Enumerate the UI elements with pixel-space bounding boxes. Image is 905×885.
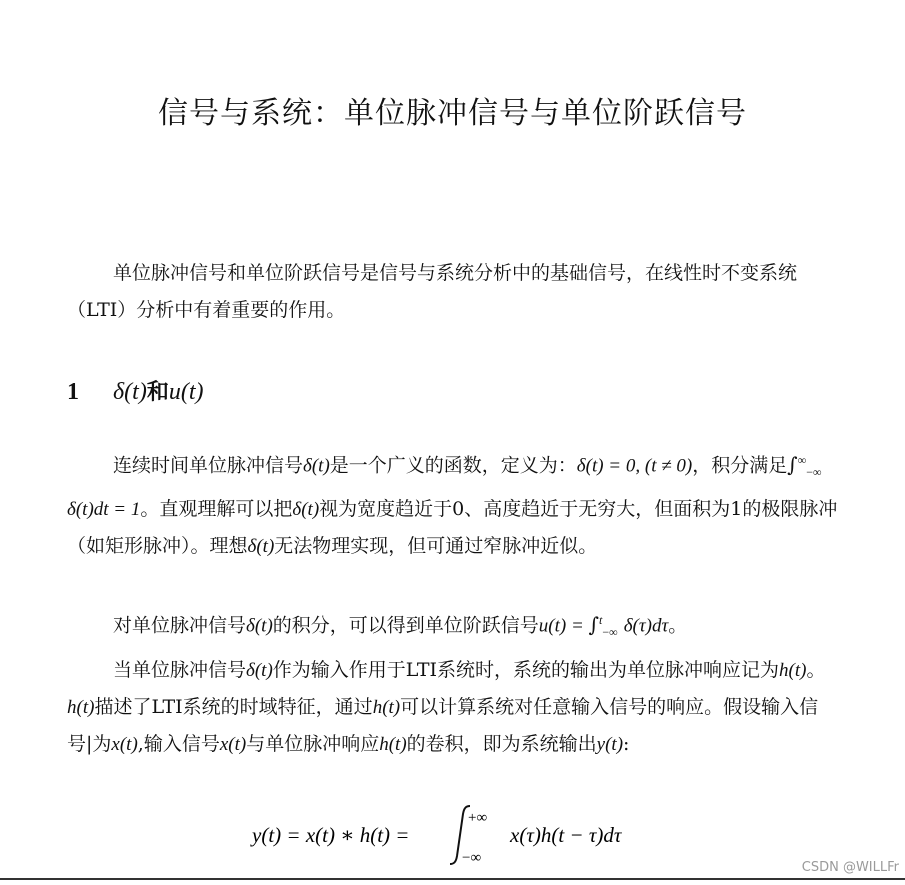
section-and: 和 (146, 380, 169, 405)
integral-lower-limit: −∞ (806, 465, 822, 480)
integral-sign: ∫ (787, 452, 798, 477)
document-title: 信号与系统：单位脉冲信号与单位阶跃信号 (158, 96, 747, 131)
int-text-3: 。 (668, 614, 688, 637)
lti-h-2: h(t) (67, 697, 95, 718)
definition-paragraph (67, 442, 839, 565)
lti-text-9: : (623, 733, 630, 755)
lti-paragraph (67, 652, 839, 763)
integral-lower-limit: −∞ (602, 625, 618, 640)
lti-h-4: h(t) (379, 734, 407, 755)
equation-integrand: x(τ)h(t − τ)dτ (510, 823, 622, 847)
lti-text-7: 与单位脉冲响应 (246, 733, 380, 755)
def-text-4: 。直观理解可以把 (140, 498, 293, 521)
lti-h: h(t) (779, 660, 807, 681)
def-equation: δ(t) = 0, (t ≠ 0) (576, 455, 693, 477)
def-delta-2: δ(t) (292, 499, 320, 521)
lti-text-2: 作为输入作用于LTI系统时，系统的输出为单位脉冲响应记为 (272, 659, 780, 681)
integral-paragraph (67, 602, 839, 651)
lti-text-8: 的卷积，即为系统输出 (406, 733, 597, 755)
int-delta: δ(t) (246, 615, 273, 637)
integral-upper-limit: ∞ (797, 453, 807, 467)
def-text-3: ，积分满足 (692, 454, 788, 477)
convolution-equation (0, 800, 905, 870)
section-heading (67, 375, 203, 406)
lti-y: y(t) (596, 734, 624, 755)
lti-text-6: ,输入信号 (137, 733, 220, 755)
lti-x-2: x(t) (219, 734, 247, 755)
step-lhs: u(t) = (538, 615, 589, 637)
lti-delta: δ(t) (246, 660, 273, 681)
lti-text-5: 可以计算系统对任意输入信号的响应。假设输入信号|为 (67, 696, 819, 755)
lti-h-3: h(t) (372, 697, 401, 718)
def-text-6: 无法物理实现，但可通过窄脉冲近似。 (274, 535, 598, 558)
integral-sign: ∫ (588, 612, 599, 637)
lti-text-1: 当单位脉冲信号 (113, 659, 247, 681)
bottom-divider (0, 878, 905, 880)
equation-upper-limit: +∞ (468, 810, 488, 826)
intro-text: 单位脉冲信号和单位阶跃信号是信号与系统分析中的基础信号，在线性时不变系统（LTI）分析中有着重要的作用。 (67, 262, 798, 321)
equation-lower-limit: −∞ (462, 850, 482, 866)
def-text-5: 视为宽度趋近于0、高度趋近于无穷大，但面积为1的极限脉冲（如矩形脉冲）。理想 (67, 498, 838, 558)
section-number: 1 (67, 379, 79, 405)
def-text-2: 是一个广义的函数，定义为： (329, 454, 577, 477)
lti-x: x(t) (111, 734, 138, 755)
def-delta-3: δ(t) (247, 536, 275, 558)
lti-text-4: 描述了LTI系统的时域特征，通过 (94, 696, 373, 718)
equation-lhs: y(t) = x(t) ∗ h(t) = (252, 823, 410, 847)
section-delta: δ(t) (113, 379, 147, 405)
def-text-1: 连续时间单位脉冲信号 (113, 454, 304, 477)
int-text-2: 的积分，可以得到单位阶跃信号 (272, 614, 539, 637)
watermark: CSDN @WILLFr (801, 860, 899, 875)
equation-svg (0, 800, 905, 870)
lti-text-3: 。 (806, 659, 826, 681)
int-text-1: 对单位脉冲信号 (113, 614, 247, 637)
integral-expression: δ(t)dt = 1 (67, 499, 141, 521)
def-delta: δ(t) (303, 455, 330, 477)
intro-paragraph (67, 255, 839, 329)
integral-upper-limit: t (598, 613, 603, 627)
section-step: u(t) (168, 379, 204, 405)
integral-expression: δ(τ)dτ (623, 615, 669, 637)
